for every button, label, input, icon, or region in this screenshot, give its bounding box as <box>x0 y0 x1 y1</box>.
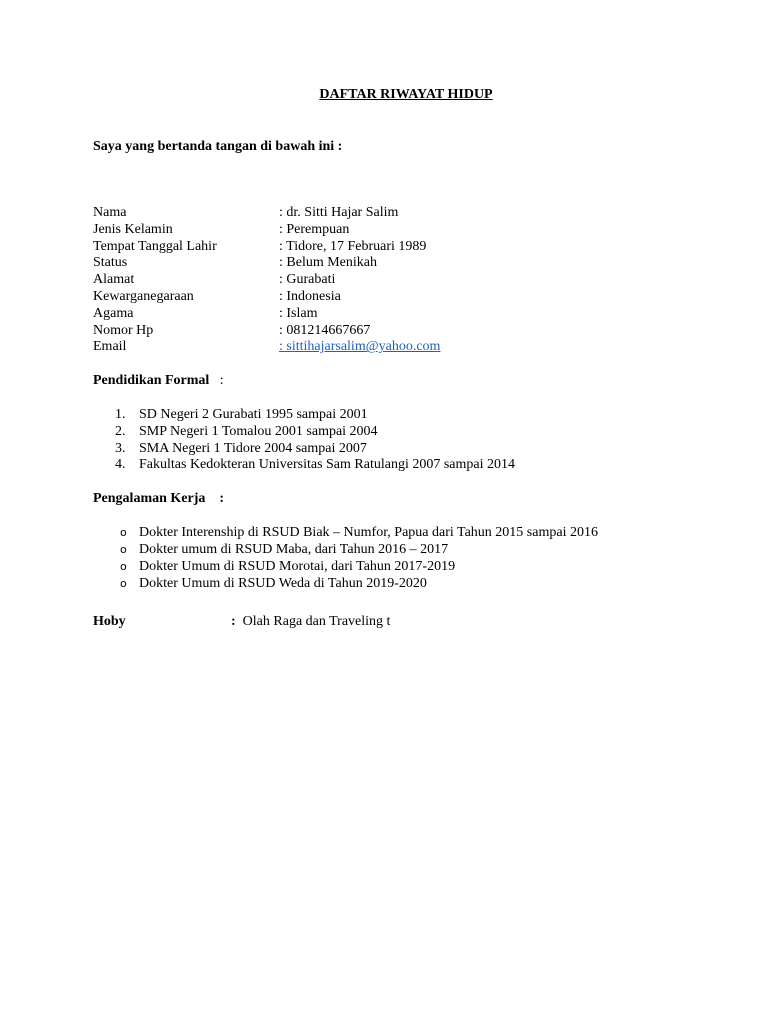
hobby-colon: : <box>231 614 236 629</box>
list-item-text: Dokter Interenship di RSUD Biak – Numfor, Papua dari Tahun 2015 sampai 2016 <box>139 525 598 540</box>
document-title: DAFTAR RIWAYAT HIDUP <box>319 87 493 102</box>
hobby-row <box>93 614 390 630</box>
list-item-text: Dokter umum di RSUD Maba, dari Tahun 2016 – 2017 <box>139 542 449 557</box>
work-heading-text: Pengalaman Kerja <box>93 491 206 506</box>
bio-row-nama <box>93 205 440 222</box>
list-number: 1. <box>115 407 126 422</box>
work-experience-list <box>120 524 598 592</box>
education-heading-text: Pendidikan Formal <box>93 373 210 388</box>
list-item <box>115 441 515 458</box>
circle-bullet-icon: o <box>120 543 127 556</box>
bio-row-kewarganegaraan <box>93 289 440 306</box>
list-item-text: Dokter Umum di RSUD Weda di Tahun 2019-2020 <box>139 576 427 591</box>
bio-label: Email <box>93 339 127 355</box>
circle-bullet-icon: o <box>120 577 127 590</box>
hobby-label: Hoby <box>93 614 126 629</box>
bio-label: Nomor Hp <box>93 322 154 338</box>
bio-label: Jenis Kelamin <box>93 221 173 237</box>
bio-row-agama <box>93 306 440 323</box>
bio-row-email <box>93 339 440 356</box>
list-number: 4. <box>115 457 126 473</box>
list-item-text: SD Negeri 2 Gurabati 1995 sampai 2001 <box>139 407 368 422</box>
list-item <box>115 407 515 424</box>
bio-row-jenis-kelamin <box>93 222 440 239</box>
list-item <box>120 541 598 558</box>
list-item-text: Dokter Umum di RSUD Morotai, dari Tahun 2017-2019 <box>139 559 456 574</box>
bio-value: : Belum Menikah <box>279 255 377 271</box>
list-number: 3. <box>115 440 126 456</box>
list-item-text: SMA Negeri 1 Tidore 2004 sampai 2007 <box>139 440 367 456</box>
bio-value: : Perempuan <box>279 221 350 237</box>
list-item <box>120 524 598 541</box>
bio-value: : 081214667667 <box>279 322 371 338</box>
bio-value: : Indonesia <box>279 288 341 304</box>
bio-label: Alamat <box>93 272 135 288</box>
circle-bullet-icon: o <box>120 560 127 573</box>
bio-row-status <box>93 255 440 272</box>
email-link[interactable]: sittihajarsalim@yahoo.com <box>286 339 441 355</box>
list-item <box>115 457 515 474</box>
email-colon: : <box>279 339 287 355</box>
bio-row-tempat-tanggal-lahir <box>93 239 440 256</box>
bio-label: Status <box>93 255 128 271</box>
personal-info-table <box>93 205 440 356</box>
bio-value: : Islam <box>279 305 318 321</box>
work-heading-colon: : <box>219 491 225 506</box>
list-item <box>120 575 598 592</box>
list-item <box>120 558 598 575</box>
list-item <box>115 424 515 441</box>
bio-value: : dr. Sitti Hajar Salim <box>279 205 399 220</box>
education-list <box>115 407 515 474</box>
bio-row-alamat <box>93 272 440 289</box>
bio-value: : Tidore, 17 Februari 1989 <box>279 238 427 254</box>
list-number: 2. <box>115 423 126 439</box>
bio-label: Agama <box>93 305 134 321</box>
education-heading-colon: : <box>219 373 224 388</box>
list-item-text: SMP Negeri 1 Tomalou 2001 sampai 2004 <box>139 423 378 439</box>
bio-label: Tempat Tanggal Lahir <box>93 238 217 254</box>
list-item-text: Fakultas Kedokteran Universitas Sam Ratulangi 2007 sampai 2014 <box>139 457 515 473</box>
hobby-value: Olah Raga dan Traveling t <box>242 614 391 629</box>
education-heading <box>93 373 224 389</box>
bio-row-nomor-hp <box>93 323 440 340</box>
intro-statement: Saya yang bertanda tangan di bawah ini : <box>93 139 343 154</box>
circle-bullet-icon: o <box>120 526 127 539</box>
work-heading <box>93 491 224 507</box>
bio-label: Kewarganegaraan <box>93 288 194 304</box>
bio-label: Nama <box>93 205 127 220</box>
bio-value: : Gurabati <box>279 272 336 288</box>
